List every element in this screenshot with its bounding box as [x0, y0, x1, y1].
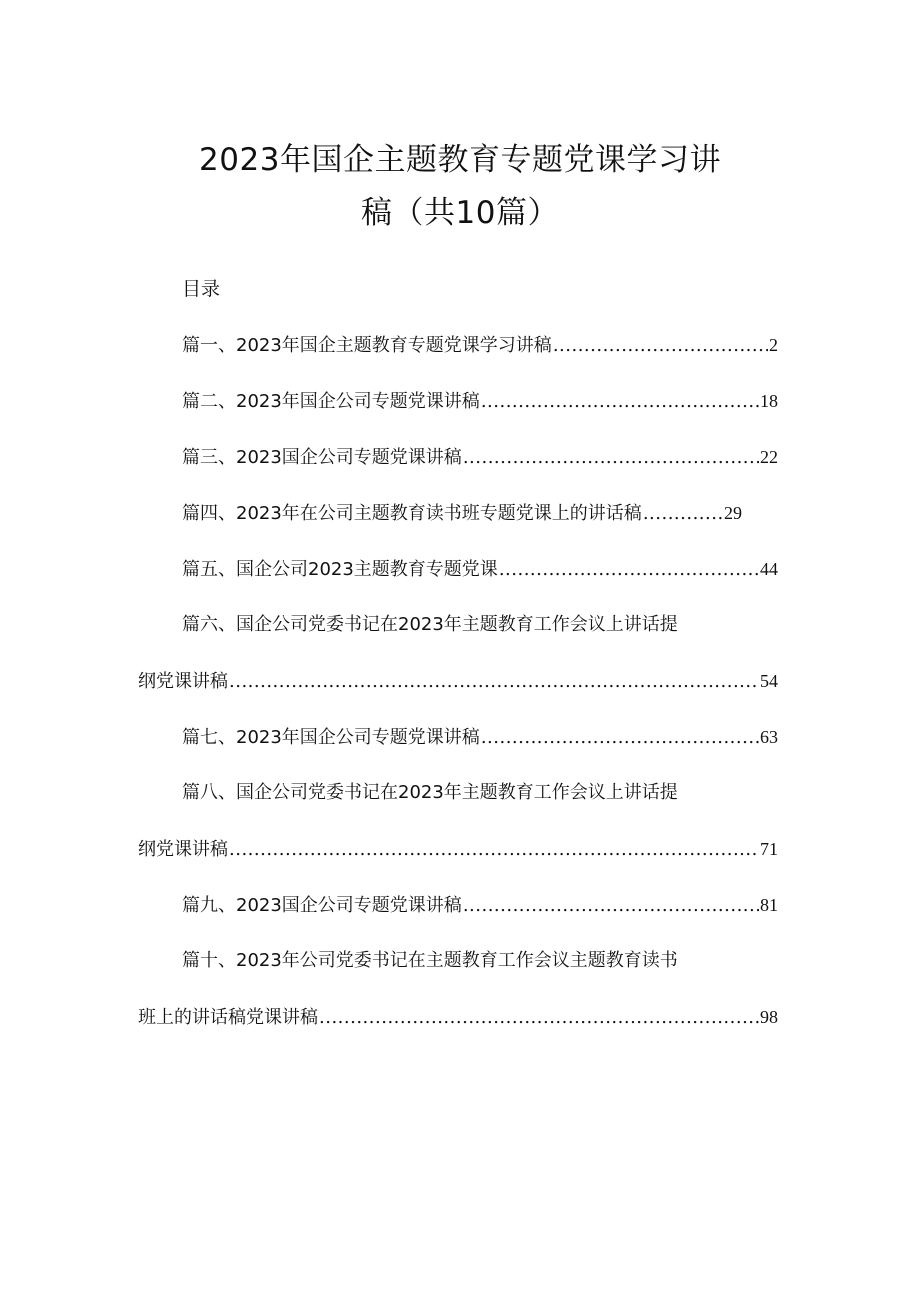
toc-leader-dots	[463, 892, 759, 920]
toc-page-number: 18	[760, 391, 778, 411]
toc-entry-label: 篇七、2023年国企公司专题党课讲稿	[182, 727, 480, 748]
toc-entry-4[interactable]	[182, 499, 742, 528]
toc-entry-label: 篇二、2023年国企公司专题党课讲稿	[182, 391, 480, 412]
toc-entry-label: 篇三、2023国企公司专题党课讲稿	[182, 447, 462, 468]
toc-leader-dots	[499, 556, 759, 584]
toc-leader-dots	[463, 444, 759, 472]
toc-page-number: 44	[760, 559, 778, 579]
toc-entry-8[interactable]	[138, 835, 778, 864]
toc-leader-dots	[481, 388, 759, 416]
toc-entry-2[interactable]	[182, 387, 778, 416]
toc-page-number: 29	[724, 503, 742, 523]
toc-page-number: 54	[760, 671, 778, 691]
toc-entry-label: 班上的讲话稿党课讲稿	[138, 1007, 318, 1028]
toc-entry-10-line1[interactable]: 篇十、2023年公司党委书记在主题教育工作会议主题教育读书	[182, 950, 678, 971]
toc-heading: 目录	[182, 278, 221, 300]
toc-page-number: 98	[760, 1007, 778, 1027]
toc-entry-label: 纲党课讲稿	[138, 839, 228, 860]
toc-leader-dots	[553, 332, 768, 360]
document-title-line2: 稿（共10篇）	[361, 195, 559, 231]
toc-leader-dots	[319, 1004, 759, 1032]
toc-entry-1[interactable]	[182, 331, 778, 360]
toc-page-number: 63	[760, 727, 778, 747]
toc-entry-label: 篇四、2023年在公司主题教育读书班专题党课上的讲话稿	[182, 503, 642, 524]
toc-entry-10[interactable]	[138, 1003, 778, 1032]
toc-leader-dots	[481, 724, 759, 752]
toc-entry-6-line1[interactable]: 篇六、国企公司党委书记在2023年主题教育工作会议上讲话提	[182, 614, 678, 635]
toc-page-number: 81	[760, 895, 778, 915]
toc-entry-7[interactable]	[182, 723, 778, 752]
toc-page-number: 71	[760, 839, 778, 859]
toc-leader-dots	[229, 836, 759, 864]
toc-leader-dots	[643, 500, 723, 528]
toc-page-number: 22	[760, 447, 778, 467]
toc-entry-label: 篇九、2023国企公司专题党课讲稿	[182, 895, 462, 916]
document-title-line1: 2023年国企主题教育专题党课学习讲	[199, 142, 721, 178]
toc-entry-8-line1[interactable]: 篇八、国企公司党委书记在2023年主题教育工作会议上讲话提	[182, 782, 678, 803]
toc-entry-label: 篇一、2023年国企主题教育专题党课学习讲稿	[182, 335, 552, 356]
toc-page-number: 2	[769, 335, 778, 355]
toc-entry-5[interactable]	[182, 555, 778, 584]
toc-entry-label: 篇五、国企公司2023主题教育专题党课	[182, 559, 498, 580]
toc-entry-6[interactable]	[138, 667, 778, 696]
toc-entry-9[interactable]	[182, 891, 778, 920]
toc-leader-dots	[229, 668, 759, 696]
toc-entry-3[interactable]	[182, 443, 778, 472]
toc-entry-label: 纲党课讲稿	[138, 671, 228, 692]
